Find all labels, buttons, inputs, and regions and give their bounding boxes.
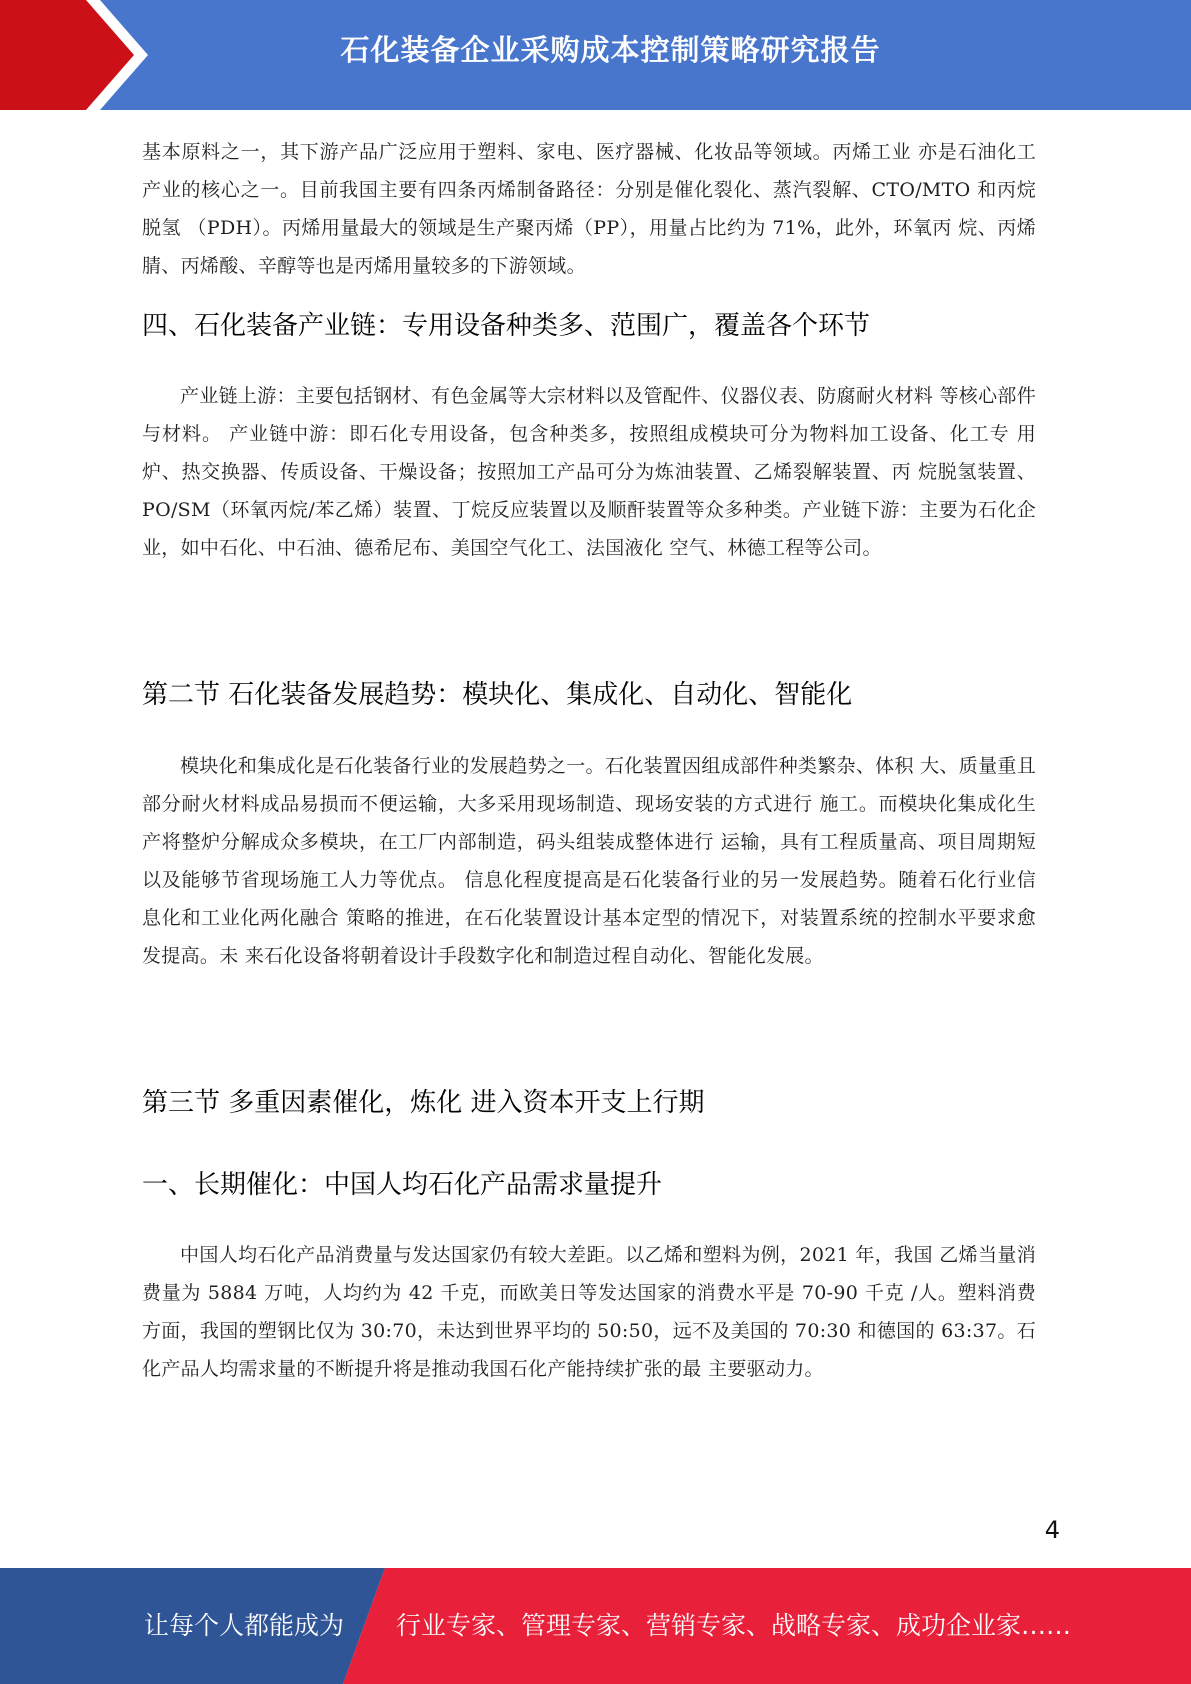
footer-slogan-right: 行业专家、管理专家、营销专家、战略专家、成功企业家…… bbox=[396, 1611, 1072, 1640]
demand-paragraph: 中国人均石化产品消费量与发达国家仍有较大差距。以乙烯和塑料为例，2021 年，我国 乙烯当量消费量为 5884 万吨，人均约为 42 千克，而欧美日等发达国家的消费水平是 70-90 千克 /人。塑料消费方面，我国的塑钢比仅为 30:70，未达到世界平均的 50:50，远不及美国的 70:30 和德国的 63:37。石化产品人均需求量的不断提升将是推动我国石化产能持续扩张的最 主要驱动力。 bbox=[142, 1244, 1036, 1380]
page-number: 4 bbox=[1044, 1516, 1060, 1544]
intro-paragraph: 基本原料之一，其下游产品广泛应用于塑料、家电、医疗器械、化妆品等领域。丙烯工业 亦是石油化工产业的核心之一。目前我国主要有四条丙烯制备路径：分别是催化裂化、蒸汽裂解、CTO/MTO 和丙烷脱氢 （PDH）。丙烯用量最大的领域是生产聚丙烯（PP），用量占比约为 71%，此外，环氧丙 烷、丙烯腈、丙烯酸、辛醇等也是丙烯用量较多的下游领域。 bbox=[142, 141, 1036, 277]
section-heading-industry-chain: 四、石化装备产业链：专用设备种类多、范围广，覆盖各个环节 bbox=[142, 311, 871, 341]
section-heading-capex: 第三节 多重因素催化，炼化 进入资本开支上行期 bbox=[142, 1088, 705, 1118]
section-heading-trends: 第二节 石化装备发展趋势：模块化、集成化、自动化、智能化 bbox=[142, 680, 853, 710]
document-body bbox=[142, 133, 1036, 1388]
industry-chain-paragraph: 产业链上游：主要包括钢材、有色金属等大宗材料以及管配件、仪器仪表、防腐耐火材料 等核心部件与材料。 产业链中游：即石化专用设备，包含种类多，按照组成模块可分为物料加工设备、化工专 用炉、热交换器、传质设备、干燥设备；按照加工产品可分为炼油装置、乙烯裂解装置、丙 烷脱氢装置、PO/SM（环氧丙烷/苯乙烯）装置、丁烷反应装置以及顺酐装置等众多种类。产业链下游：主要为石化企业，如中石化、中石油、德希尼布、美国空气化工、法国液化 空气、林德工程等公司。 bbox=[142, 385, 1036, 559]
footer-slogan-left: 让每个人都能成为 bbox=[144, 1611, 345, 1640]
page-footer bbox=[0, 1568, 1191, 1684]
document-title: 石化装备企业采购成本控制策略研究报告 bbox=[340, 33, 881, 67]
trends-paragraph: 模块化和集成化是石化装备行业的发展趋势之一。石化装置因组成部件种类繁杂、体积 大、质量重且部分耐火材料成品易损而不便运输，大多采用现场制造、现场安装的方式进行 施工。而模块化集成化生产将整炉分解成众多模块，在工厂内部制造，码头组装成整体进行 运输，具有工程质量高、项目周期短以及能够节省现场施工人力等优点。 信息化程度提高是石化装备行业的另一发展趋势。随着石化行业信息化和工业化两化融合 策略的推进，在石化装置设计基本定型的情况下，对装置系统的控制水平要求愈发提高。未 来石化设备将朝着设计手段数字化和制造过程自动化、智能化发展。 bbox=[142, 755, 1036, 967]
page-header bbox=[0, 0, 1191, 110]
section-heading-demand: 一、长期催化：中国人均石化产品需求量提升 bbox=[142, 1170, 663, 1200]
